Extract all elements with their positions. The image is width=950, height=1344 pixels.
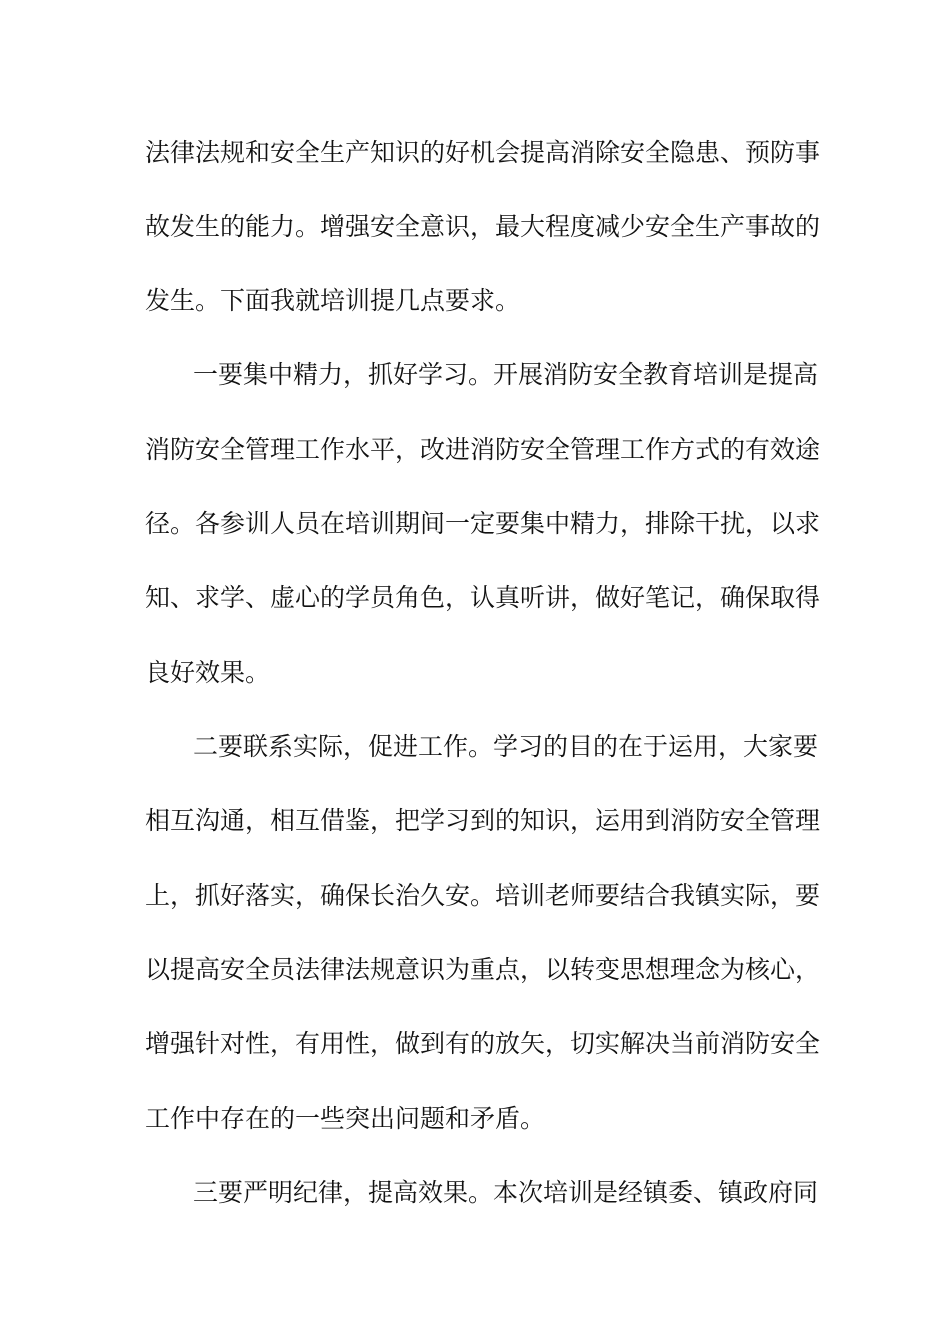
paragraph-first-line: 三要严明纪律，提高效果。本次培训是经镇委、镇政府同 — [193, 1178, 819, 1207]
text-line: 消防安全管理工作水平，改进消防安全管理工作方式的有效途 — [145, 435, 821, 464]
text-line: 知、求学、虚心的学员角色，认真听讲，做好笔记，确保取得 — [145, 583, 821, 612]
text-line: 良好效果。 — [145, 658, 271, 687]
text-line: 法律法规和安全生产知识的好机会提高消除安全隐患、预防事 — [145, 138, 821, 167]
text-line: 径。各参训人员在培训期间一定要集中精力，排除干扰，以求 — [145, 509, 821, 538]
text-line: 上，抓好落实，确保长治久安。培训老师要结合我镇实际，要 — [145, 881, 821, 910]
text-line: 相互沟通，相互借鉴，把学习到的知识，运用到消防安全管理 — [145, 806, 821, 835]
text-line: 故发生的能力。增强安全意识，最大程度减少安全生产事故的 — [145, 212, 821, 241]
text-line: 增强针对性，有用性，做到有的放矢，切实解决当前消防安全 — [145, 1029, 821, 1058]
text-line: 以提高安全员法律法规意识为重点，以转变思想理念为核心， — [145, 955, 821, 984]
paragraph-first-line: 一要集中精力，抓好学习。开展消防安全教育培训是提高 — [193, 360, 819, 389]
text-line: 工作中存在的一些突出问题和矛盾。 — [145, 1104, 546, 1133]
text-line: 发生。下面我就培训提几点要求。 — [145, 286, 521, 315]
paragraph-first-line: 二要联系实际，促进工作。学习的目的在于运用，大家要 — [193, 732, 819, 761]
